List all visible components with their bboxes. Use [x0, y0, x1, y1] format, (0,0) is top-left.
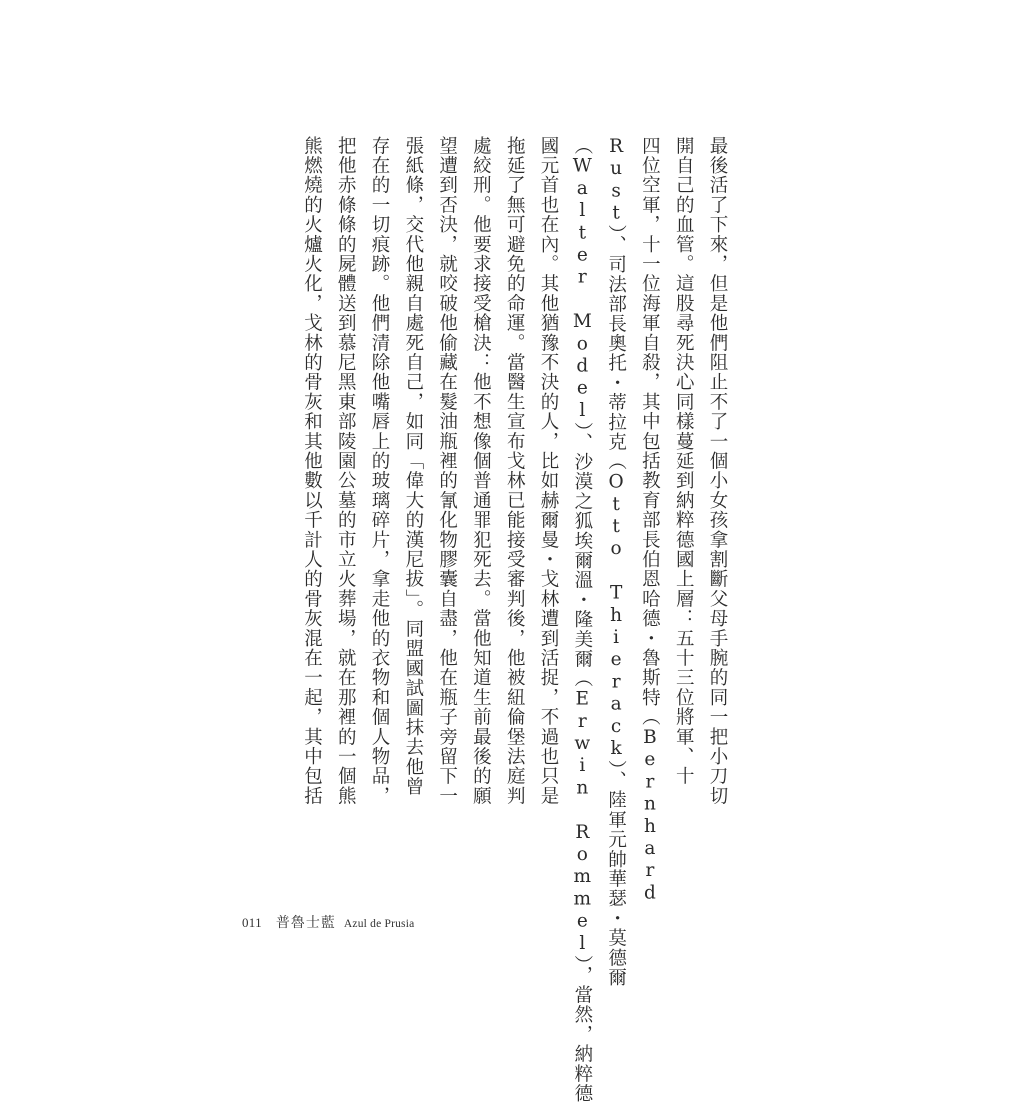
text-column: 張紙條，交代他親自處死自己，如同「偉大的漢尼拔」。同盟國試圖抹去他曾 — [402, 136, 424, 797]
text-column: Rust）、司法部長奧托・蒂拉克（Otto Thierack）、陸軍元帥華瑟・莫德爾 — [605, 136, 627, 988]
text-column: 拖延了無可避免的命運。當醫生宣布戈林已能接受審判後，他被紐倫堡法庭判 — [504, 136, 526, 806]
text-column: （Walter Model）、沙漠之狐埃爾溫・隆美爾（Erwin Rommel），當然，納粹德 — [571, 136, 593, 1103]
text-column: 存在的一切痕跡。他們清除他嘴唇上的玻璃碎片，拿走他的衣物和個人物品， — [369, 136, 391, 806]
book-title-chinese: 普魯士藍 — [275, 915, 336, 931]
page-footer — [242, 912, 414, 932]
text-column: 國元首也在內。其他猶豫不決的人，比如赫爾曼・戈林遭到活捉，不過也只是 — [538, 136, 560, 806]
text-column: 開自己的血管。這股尋死決心同樣蔓延到納粹德國上層：五十三位將軍、十 — [673, 136, 695, 787]
text-column: 處絞刑。他要求接受槍決：他不想像個普通罪犯死去。當他知道生前最後的願 — [470, 136, 492, 806]
text-column: 熊燃燒的火爐火化，戈林的骨灰和其他數以千計人的骨灰混在一起，其中包括 — [301, 136, 323, 806]
text-column: 四位空軍，十一位海軍自殺，其中包括教育部長伯恩哈德・魯斯特（Bernhard — [639, 136, 661, 905]
text-column: 把他赤條條的屍體送到慕尼黑東部陵園公墓的市立火葬場，就在那裡的一個熊 — [335, 136, 357, 806]
text-column: 望遭到否決，就咬破他偷藏在髮油瓶裡的氰化物膠囊自盡，他在瓶子旁留下一 — [436, 136, 458, 806]
book-title-spanish: Azul de Prusia — [343, 918, 415, 930]
text-column: 最後活了下來，但是他們阻止不了一個小女孩拿割斷父母手腕的同一把小刀切 — [707, 136, 728, 806]
page-number: 011 — [242, 915, 262, 930]
